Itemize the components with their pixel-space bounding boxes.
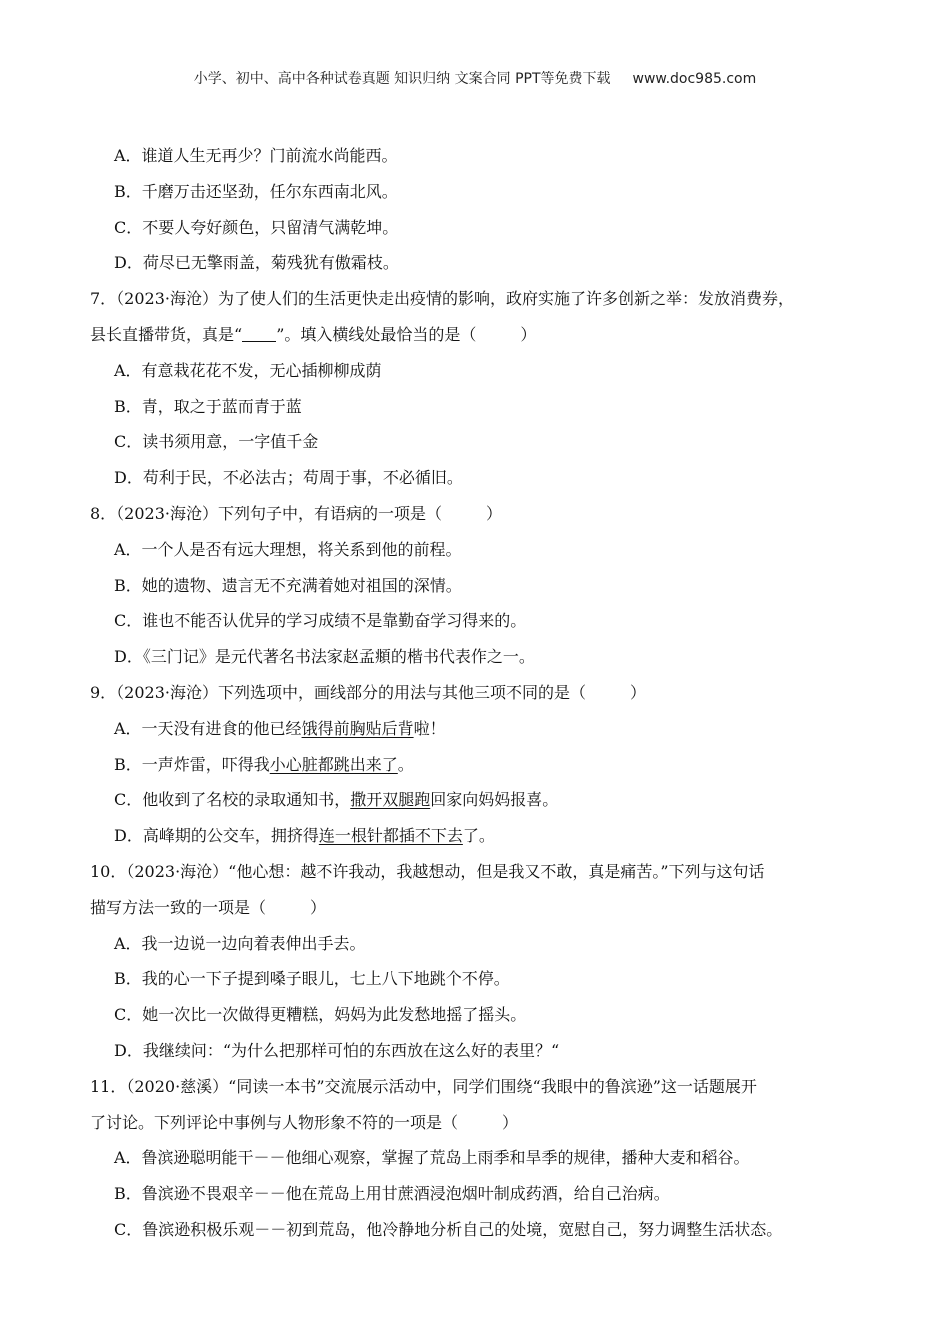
q8-stem-close: ） xyxy=(486,503,503,523)
q8-stem-text: 8．（2023·海沧）下列句子中，有语病的一项是（ xyxy=(90,503,442,523)
q7-stem-text-b: ”。填入横线处最恰当的是（ xyxy=(276,324,477,344)
q9-option-c-underlined: 撒开双腿跑 xyxy=(350,790,431,810)
q9-stem xyxy=(90,675,860,711)
q9-option-d xyxy=(90,818,860,854)
header-text: 小学、初中、高中各种试卷真题 知识归纳 文案合同 PPT等免费下载 xyxy=(193,71,611,87)
q9-option-b-underlined: 小心脏都跳出来了 xyxy=(269,754,398,774)
q9-option-a-tail: 啦！ xyxy=(413,718,446,738)
q8-option-c: C．谁也不能否认优异的学习成绩不是靠勤奋学习得来的。 xyxy=(114,611,527,631)
question-6-options xyxy=(90,138,860,281)
question-8 xyxy=(90,496,860,675)
q7-stem-text-c: ） xyxy=(520,324,537,344)
q7-option-c: C．读书须用意，一字值千金 xyxy=(114,432,319,452)
q10-option-a: A．我一边说一边向着表伸出手去。 xyxy=(114,933,366,953)
q7-stem-line2 xyxy=(90,317,860,353)
q7-stem-text-a: 县长直播带货，真是“ xyxy=(90,324,243,344)
header-site-link[interactable]: www.doc985.com xyxy=(632,71,757,87)
q7-option-a: A．有意栽花花不发，无心插柳柳成荫 xyxy=(114,360,382,380)
q10-stem-line1: 10．（2023·海沧）“他心想：越不许我动，我越想动，但是我又不敢，真是痛苦。”下列与这句话 xyxy=(90,861,765,881)
q11-option-b: B．鲁滨逊不畏艰辛－－他在荒岛上用甘蔗酒浸泡烟叶制成药酒，给自己治病。 xyxy=(114,1184,670,1204)
question-9 xyxy=(90,675,860,854)
q9-stem-text: 9．（2023·海沧）下列选项中，画线部分的用法与其他三项不同的是（ xyxy=(90,682,586,702)
q9-option-c xyxy=(90,782,860,818)
question-10 xyxy=(90,854,860,1069)
q9-option-d-tail: 了。 xyxy=(462,826,495,846)
q9-option-d-underlined: 连一根针都插不下去 xyxy=(318,826,463,846)
q10-option-b: B．我的心一下子提到嗓子眼儿，七上八下地跳个不停。 xyxy=(114,969,510,989)
page-header xyxy=(0,68,950,88)
q8-stem xyxy=(90,496,860,532)
q9-option-a-underlined: 饿得前胸贴后背 xyxy=(301,718,414,738)
q9-option-b-text: B．一声炸雷，吓得我 xyxy=(114,754,270,774)
q7-stem-line1: 7．（2023·海沧）为了使人们的生活更快走出疫情的影响，政府实施了许多创新之举：发放消费券， xyxy=(90,289,794,309)
exam-content xyxy=(90,138,860,1248)
q8-option-b: B．她的遗物、遗言无不充满着她对祖国的深情。 xyxy=(114,575,462,595)
q11-stem-line2 xyxy=(90,1105,860,1141)
q6-option-a: A．谁道人生无再少？门前流水尚能西。 xyxy=(114,146,398,165)
q6-option-d: D．荷尽已无擎雨盖，菊残犹有傲霜枝。 xyxy=(114,253,399,273)
q7-option-b: B．青，取之于蓝而青于蓝 xyxy=(114,396,302,416)
q10-stem-close: ） xyxy=(310,897,327,917)
q9-option-c-tail: 回家向妈妈报喜。 xyxy=(430,790,559,810)
q9-option-d-text: D．高峰期的公交车，拥挤得 xyxy=(114,826,319,846)
question-11 xyxy=(90,1069,860,1248)
q9-option-c-text: C．他收到了名校的录取通知书， xyxy=(114,790,351,810)
q7-answer-blank xyxy=(242,325,276,342)
q11-stem-text: 了讨论。下列评论中事例与人物形象不符的一项是（ xyxy=(90,1112,459,1132)
q9-option-b xyxy=(90,747,860,783)
q7-option-d: D．苟利于民，不必法古；苟周于事，不必循旧。 xyxy=(114,468,463,488)
q11-stem-close: ） xyxy=(502,1112,519,1132)
q9-option-a-text: A．一天没有进食的他已经 xyxy=(114,718,302,738)
q10-option-d: D．我继续问：“为什么把那样可怕的东西放在这么好的表里？“ xyxy=(114,1040,560,1060)
q10-option-c: C．她一次比一次做得更糟糕，妈妈为此发愁地摇了摇头。 xyxy=(114,1005,527,1025)
q10-stem-line2 xyxy=(90,890,860,926)
q10-stem-text: 描写方法一致的一项是（ xyxy=(90,897,267,917)
q11-stem-line1: 11．（2020·慈溪）“同读一本书”交流展示活动中，同学们围绕“我眼中的鲁滨逊”这一话题展开 xyxy=(90,1076,757,1096)
question-7 xyxy=(90,281,860,496)
q9-stem-close: ） xyxy=(630,682,647,702)
q9-option-b-tail: 。 xyxy=(397,754,414,774)
q6-option-c: C．不要人夸好颜色，只留清气满乾坤。 xyxy=(114,217,399,237)
q9-option-a xyxy=(90,711,860,747)
q11-option-a: A．鲁滨逊聪明能干－－他细心观察，掌握了荒岛上雨季和旱季的规律，播种大麦和稻谷。 xyxy=(114,1148,750,1168)
q8-option-d: D．《三门记》是元代著名书法家赵孟頫的楷书代表作之一。 xyxy=(114,647,535,667)
q11-option-c: C．鲁滨逊积极乐观－－初到荒岛，他冷静地分析自己的处境，宽慰自己，努力调整生活状态。 xyxy=(114,1219,783,1239)
q6-option-b: B．千磨万击还坚劲，任尔东西南北风。 xyxy=(114,181,398,201)
q8-option-a: A．一个人是否有远大理想，将关系到他的前程。 xyxy=(114,539,462,559)
